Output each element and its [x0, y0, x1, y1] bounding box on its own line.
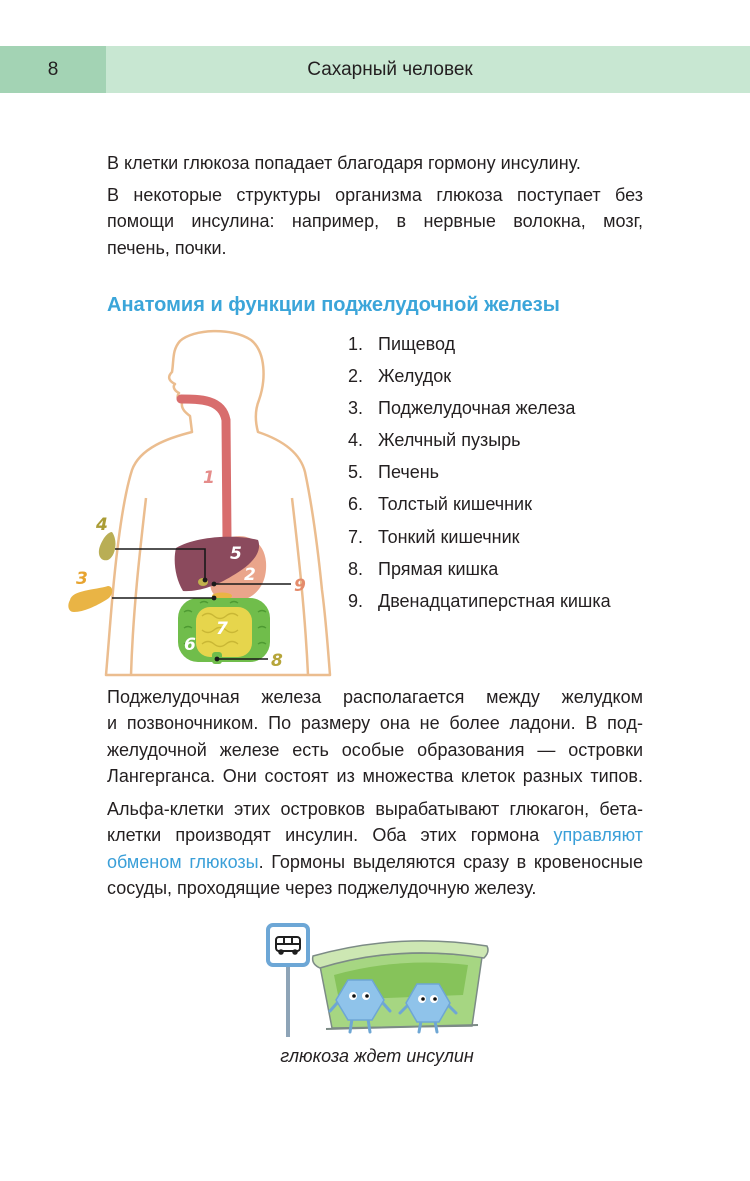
- text-line: В клетки глюкоза попадает благодаря гормону инсулину.: [107, 153, 581, 173]
- bus-stop-illustration: [260, 918, 495, 1040]
- label-large-intestine: 6: [184, 635, 196, 655]
- legend-number: 3.: [348, 398, 364, 419]
- paragraph-intro-1: [107, 150, 643, 176]
- anatomy-diagram: [60, 320, 350, 685]
- illustration-caption: глюкоза ждет инсулин: [280, 1046, 474, 1066]
- page-header: [0, 46, 750, 93]
- legend-item: [348, 360, 648, 392]
- legend-item: [348, 456, 648, 488]
- text-line: Поджелудочная железа располагается между желудком: [107, 687, 643, 707]
- paragraph-hormones: [107, 796, 643, 902]
- paragraph-pancreas-location: [107, 684, 643, 790]
- pancreas-detail: [68, 586, 112, 612]
- organ-legend: [348, 328, 648, 617]
- section-heading: Анатомия и функции поджелудочной железы: [107, 294, 560, 316]
- legend-number: 9.: [348, 590, 364, 611]
- text-line: помощи инсулина: например, в нервные волокна, мозг,: [107, 211, 643, 232]
- connector-dot: [215, 657, 220, 662]
- label-duodenum: 9: [294, 576, 306, 596]
- paragraph-intro-2: [107, 182, 643, 261]
- label-liver: 5: [230, 544, 242, 564]
- legend-label: Желудок: [378, 366, 452, 387]
- legend-label: Двенадцатиперстная кишка: [378, 590, 611, 611]
- legend-item: [348, 521, 648, 553]
- text-line: Альфа-клетки этих островков вырабатывают глюкагон, бета-: [107, 799, 643, 819]
- text-line: [107, 849, 643, 875]
- legend-label: Тонкий кишечник: [378, 526, 520, 547]
- text-line: В некоторые структуры организма глюкоза поступает без: [107, 185, 643, 205]
- torso-left-line: [131, 498, 146, 675]
- legend-number: 6.: [348, 494, 364, 515]
- connector-dot: [212, 596, 217, 601]
- glucose-metabolism-link[interactable]: управляют: [553, 825, 643, 846]
- text-line: сосуды, проходящие через поджелудочную железу.: [107, 878, 537, 899]
- text-line: и позвоночником. По размеру она не более ладони. В под-: [107, 713, 643, 734]
- running-title-box: [106, 46, 750, 93]
- label-rectum: 8: [271, 651, 283, 671]
- label-stomach: 2: [244, 565, 256, 585]
- page-number: 8: [47, 59, 59, 80]
- label-gallbladder: 4: [96, 515, 108, 535]
- text-line: [107, 822, 643, 848]
- legend-label: Пищевод: [378, 334, 456, 354]
- legend-number: 4.: [348, 430, 364, 451]
- legend-label: Поджелудочная железа: [378, 398, 576, 419]
- text-line: печень, почки.: [107, 237, 227, 258]
- gallbladder-detail: [99, 532, 116, 560]
- legend-label: Толстый кишечник: [378, 494, 532, 515]
- legend-item: [348, 585, 648, 617]
- legend-number: 7.: [348, 526, 364, 547]
- legend-item: [348, 488, 648, 520]
- running-title: Сахарный человек: [307, 59, 473, 80]
- text-segment: клетки производят инсулин. Оба этих гормона: [107, 825, 540, 846]
- label-small-intestine: 7: [216, 619, 228, 639]
- label-esophagus: 1: [203, 468, 215, 488]
- legend-item: [348, 328, 648, 360]
- legend-label: Прямая кишка: [378, 558, 499, 579]
- legend-label: Желчный пузырь: [378, 430, 521, 451]
- page-number-box: [0, 46, 106, 93]
- legend-number: 5.: [348, 462, 364, 483]
- text-line: Лангерганса. Они состоят из множества клеток разных типов.: [107, 766, 643, 787]
- legend-item: [348, 424, 648, 456]
- legend-item: [348, 553, 648, 585]
- legend-label: Печень: [378, 462, 440, 483]
- legend-number: 8.: [348, 558, 364, 579]
- glucose-metabolism-link-continued[interactable]: обменом глюкозы: [107, 851, 259, 872]
- label-pancreas: 3: [76, 569, 88, 589]
- legend-item: [348, 392, 648, 424]
- legend-number: 1.: [348, 334, 364, 354]
- text-line: желудочной железе есть особые образования — островки: [107, 739, 643, 760]
- connector-dot: [203, 578, 208, 583]
- connector-dot: [212, 582, 217, 587]
- bus-stop-pole: [286, 966, 290, 1037]
- legend-number: 2.: [348, 366, 364, 387]
- text-segment: . Гормоны выделяются сразу в кровеносные: [258, 851, 644, 872]
